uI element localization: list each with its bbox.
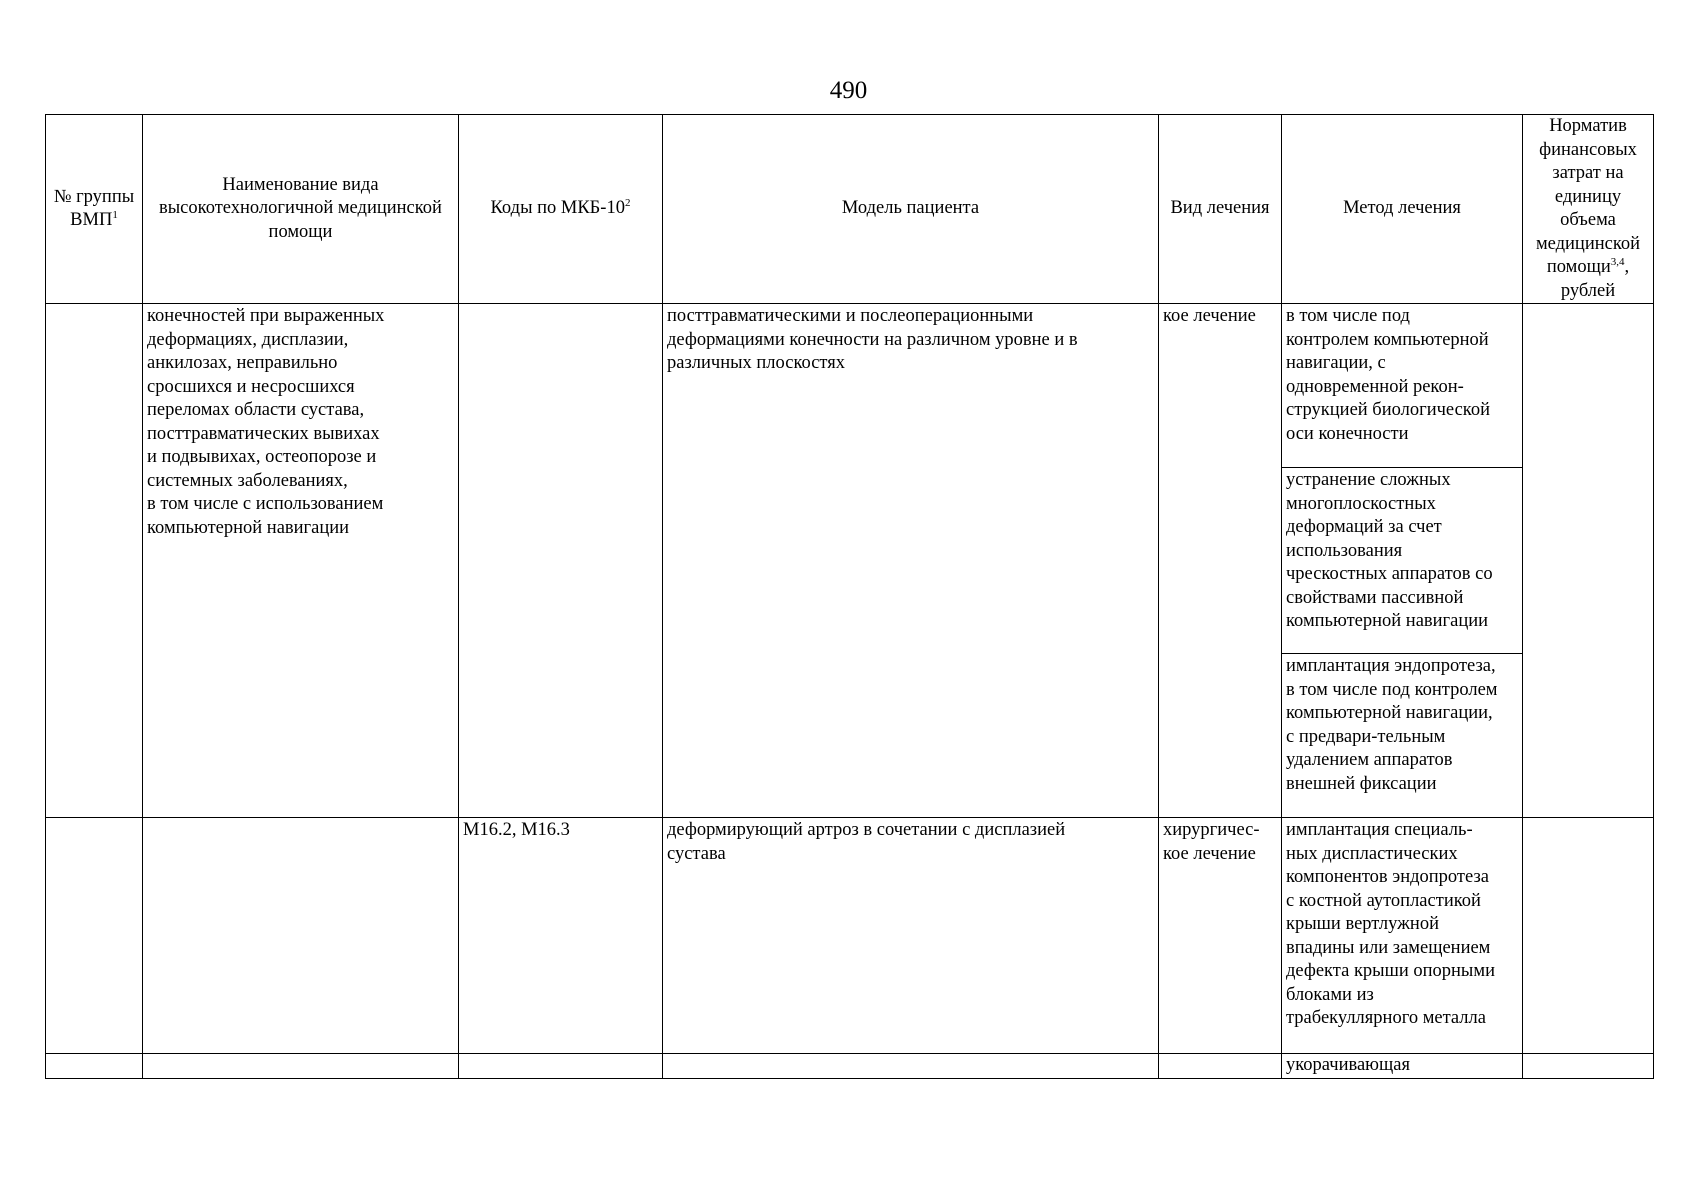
page-number: 490 — [829, 77, 868, 104]
table-row — [46, 304, 1654, 468]
vmp-table — [45, 114, 1654, 1079]
cell-treatment-method: устранение сложных многоплоскостных деформаций за счет использования чрескостных аппаратов со свойствами пассивной компьютерной навигации — [1282, 468, 1523, 654]
header-patient-model: Модель пациента — [663, 115, 1159, 304]
cell-name: конечностей при выраженных деформациях, дисплазии, анкилозах, неправильно сросшихся и несросшихся переломах области сустава, посттравматических вывихах и подвывихах, остеопорозе и системных заболеваниях, в том числе с использованием компьютерной навигации — [143, 304, 459, 818]
cell-icd-codes — [459, 304, 663, 818]
cell-group-no — [46, 818, 143, 1054]
cell-group-no — [46, 1054, 143, 1079]
cell-icd-codes — [459, 1054, 663, 1079]
header-group-no: № группы ВМП$^1$ — [46, 115, 143, 304]
cell-treatment-type — [1159, 1054, 1282, 1079]
cell-icd-codes: M16.2, M16.3 — [459, 818, 663, 1054]
cell-treatment-type: кое лечение — [1159, 304, 1282, 818]
cell-patient-model: посттравматическими и послеоперационными деформациями конечности на различном уровне и в различных плоскостях — [663, 304, 1159, 818]
cell-treatment-type: хирургичес- кое лечение — [1159, 818, 1282, 1054]
cell-treatment-method: укорачивающая — [1282, 1054, 1523, 1079]
cell-treatment-method: имплантация специаль- ных диспластических компонентов эндопротеза с костной аутопластикой крыши вертлужной впадины или замещением дефекта крыши опорными блоками из трабекуллярного металла — [1282, 818, 1523, 1054]
cell-cost-norm — [1523, 304, 1654, 818]
header-treatment-method: Метод лечения — [1282, 115, 1523, 304]
header-name: Наименование вида высокотехнологичной медицинской помощи — [143, 115, 459, 304]
cell-patient-model — [663, 1054, 1159, 1079]
table-header-row — [46, 115, 1654, 304]
cell-cost-norm — [1523, 1054, 1654, 1079]
cell-group-no — [46, 304, 143, 818]
cell-treatment-method: в том числе под контролем компьютерной навигации, с одновременной рекон- струкцией биологической оси конечности — [1282, 304, 1523, 468]
table-row — [46, 818, 1654, 1054]
cell-patient-model: деформирующий артроз в сочетании с дисплазией сустава — [663, 818, 1159, 1054]
header-treatment-type: Вид лечения — [1159, 115, 1282, 304]
cell-name — [143, 818, 459, 1054]
header-cost-norm: Норматив финансовых затрат на единицу объема медицинской помощи$^{3,4}$, рублей — [1523, 115, 1654, 304]
cell-name — [143, 1054, 459, 1079]
cell-treatment-method: имплантация эндопротеза, в том числе под контролем компьютерной навигации, с предвари-тельным удалением аппаратов внешней фиксации — [1282, 654, 1523, 818]
cell-cost-norm — [1523, 818, 1654, 1054]
header-icd-codes: Коды по МКБ-$10^2$ — [459, 115, 663, 304]
table-row — [46, 1054, 1654, 1079]
